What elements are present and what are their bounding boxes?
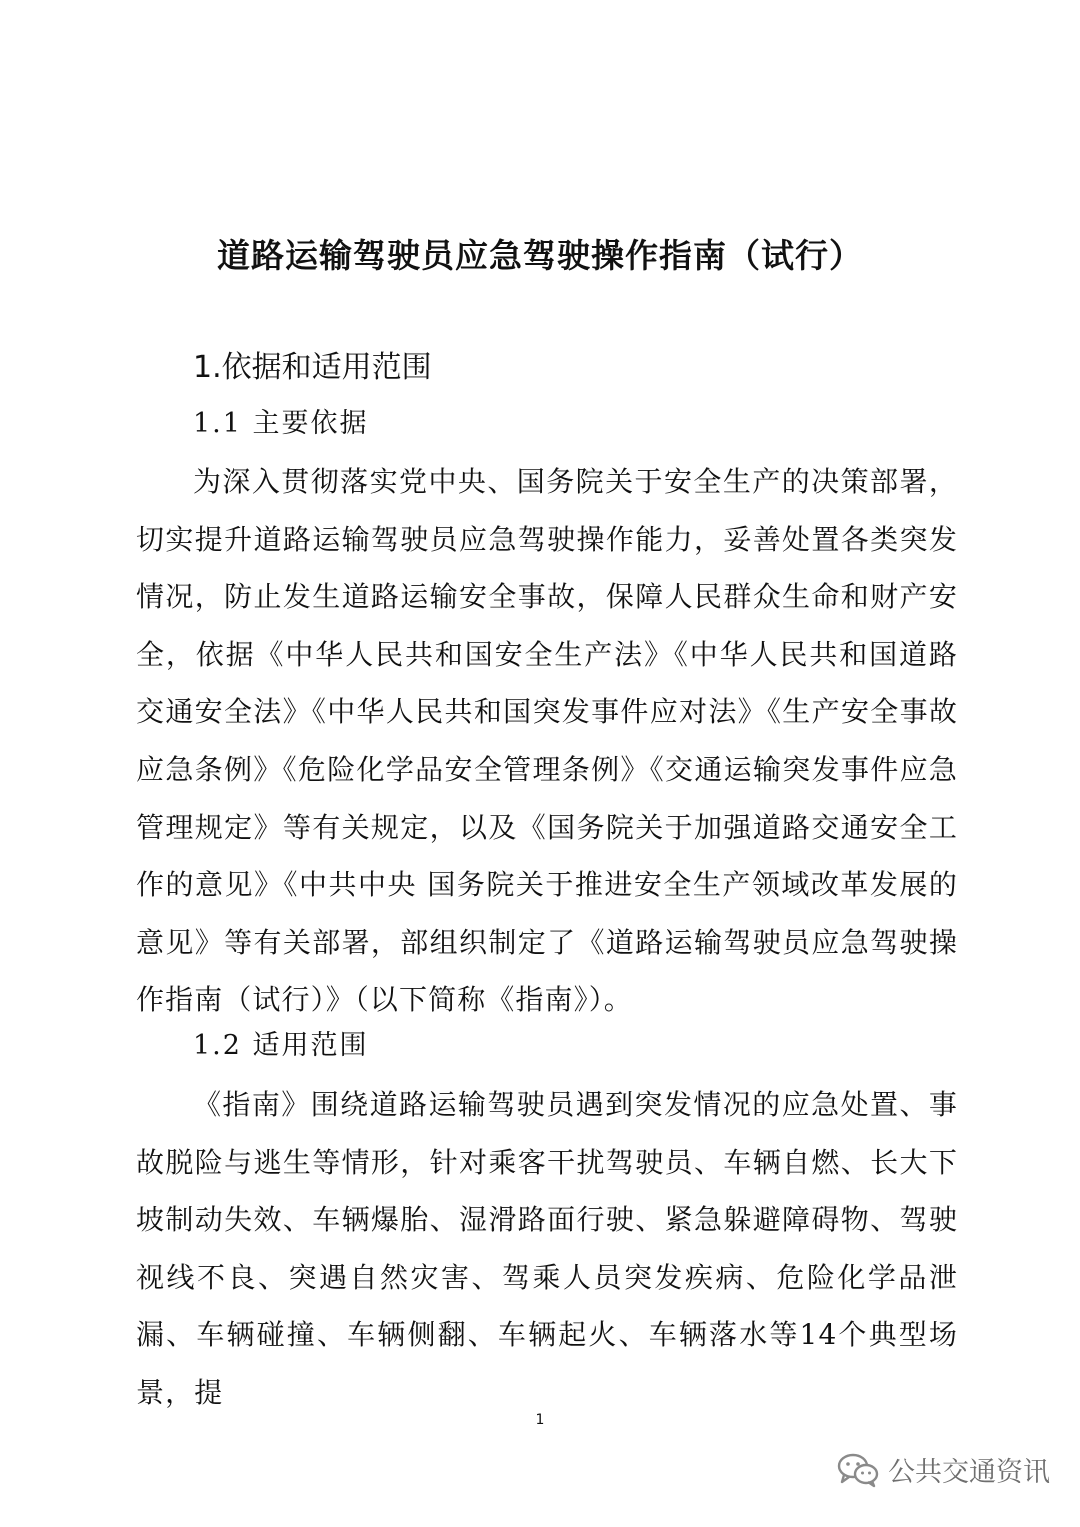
wechat-icon	[836, 1452, 880, 1488]
paragraph-basis: 为深入贯彻落实党中央、国务院关于安全生产的决策部署，切实提升道路运输驾驶员应急驾驶操作能力，妥善处置各类突发情况，防止发生道路运输安全事故，保障人民群众生命和财产安全，依据《中华人民共和国安全生产法》《中华人民共和国道路交通安全法》《中华人民共和国突发事件应对法》《生产安全事故应急条例》《危险化学品安全管理条例》《交通运输突发事件应急管理规定》等有关规定，以及《国务院关于加强道路交通安全工作的意见》《中共中央 国务院关于推进安全生产领域改革发展的意见》等有关部署，部组织制定了《道路运输驾驶员应急驾驶操作指南（试行）》（以下简称《指南》）。	[136, 465, 958, 1017]
subsection-heading-1-1: 1.1 主要依据	[193, 408, 369, 439]
wechat-watermark	[836, 1450, 1050, 1489]
paragraph-scope: 《指南》围绕道路运输驾驶员遇到突发情况的应急处置、事故脱险与逃生等情形，针对乘客干扰驾驶员、车辆自燃、长大下坡制动失效、车辆爆胎、湿滑路面行驶、紧急躲避障碍物、驾驶视线不良、突遇自然灾害、驾乘人员突发疾病、危险化学品泄漏、车辆碰撞、车辆侧翻、车辆起火、车辆落水等14个典型场景，提	[136, 1088, 958, 1409]
watermark-text: 公共交通资讯	[888, 1457, 1050, 1488]
page-number: 1	[535, 1412, 545, 1428]
subsection-heading-1-2: 1.2 适用范围	[193, 1030, 369, 1061]
document-title: 道路运输驾驶员应急驾驶操作指南（试行）	[217, 236, 863, 275]
section-heading-1: 1.依据和适用范围	[193, 350, 432, 385]
